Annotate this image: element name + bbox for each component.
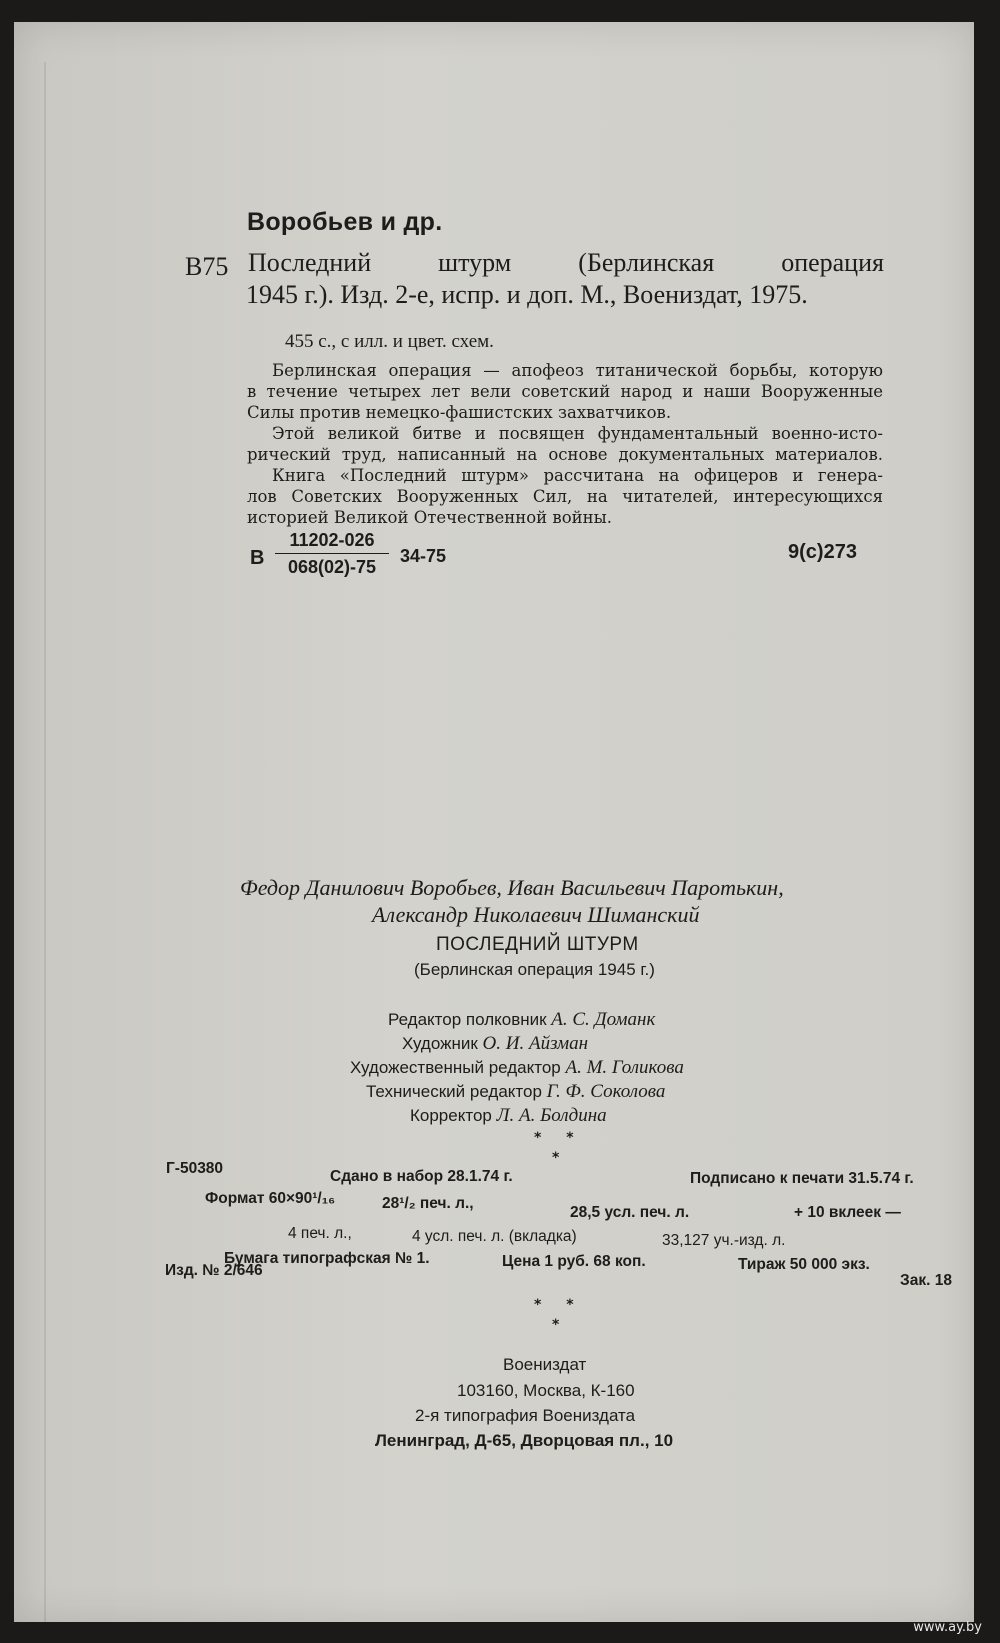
title-word: (Берлинская — [578, 248, 715, 277]
authors-line-1: Федор Данилович Воробьев, Иван Васильевич Паротькин, — [240, 875, 784, 900]
imprint-row3b: 4 усл. печ. л. (вкладка) — [412, 1228, 577, 1245]
catalog-pages: 455 с., с илл. и цвет. схем. — [285, 331, 494, 352]
book-subtitle: (Берлинская операция 1945 г.) — [414, 960, 655, 979]
credit-role: Корректор — [410, 1106, 492, 1125]
credit-role: Редактор полковник — [388, 1010, 547, 1029]
imprint-order: Зак. 18 — [900, 1272, 952, 1289]
credit-person: А. М. Голикова — [565, 1057, 684, 1078]
imprint-paper: Бумага типографская № 1. — [224, 1250, 430, 1267]
asterism-bottom: * — [552, 1150, 560, 1166]
imprint-sheets: 28¹/₂ печ. л., — [382, 1195, 474, 1212]
annotation-line: Берлинская операция — апофеоз титанической борьбы, которую — [272, 361, 883, 380]
catalog-annotation — [247, 360, 883, 528]
index-letter: В — [250, 547, 265, 569]
annotation-line: рический труд, написанный на основе документальных материалов. — [247, 445, 883, 464]
credit-row — [350, 1032, 770, 1056]
annotation-line: историей Великой Отечественной войны. — [247, 508, 613, 527]
index-fraction — [275, 530, 389, 578]
page-fold-shadow — [44, 62, 46, 1622]
title-word: операция — [781, 248, 884, 277]
printer-address: Ленинград, Д-65, Дворцовая пл., 10 — [375, 1431, 674, 1450]
annotation-line: Силы против немецко-фашистских захватчиков. — [247, 403, 672, 422]
credit-row — [350, 1080, 770, 1104]
watermark: www.ay.by — [913, 1620, 982, 1635]
imprint-format: Формат 60×90¹/₁₆ — [205, 1190, 336, 1207]
title-word: Последний — [248, 248, 372, 277]
imprint-print-run: Тираж 50 000 экз. — [738, 1256, 870, 1273]
credit-row — [350, 1056, 770, 1080]
credit-row — [350, 1008, 770, 1032]
imprint-g-code: Г-50380 — [166, 1160, 224, 1177]
catalog-title-line-2: 1945 г.). Изд. 2-е, испр. и доп. М., Воениздат, 1975. — [246, 280, 808, 309]
credit-role: Технический редактор — [366, 1082, 542, 1101]
authors-line-2: Александр Николаевич Шиманский — [372, 902, 700, 927]
title-word: штурм — [438, 248, 512, 277]
imprint-sent: Сдано в набор 28.1.74 г. — [330, 1168, 513, 1185]
catalog-title-line-1 — [248, 248, 884, 278]
imprint-izd: Изд. № 2/646 — [165, 1262, 263, 1279]
asterism-top: * * — [534, 1130, 584, 1146]
credit-person: О. И. Айзман — [482, 1033, 589, 1054]
annotation-line: лов Советских Вооруженных Сил, на читателей, интересующихся — [247, 487, 883, 506]
credit-person: А. С. Доманк — [551, 1009, 656, 1030]
credit-role: Художник — [402, 1034, 478, 1053]
asterism-bottom-2: * — [552, 1317, 560, 1333]
asterism-top-2: * * — [534, 1297, 584, 1313]
classification-code: 9(с)273 — [788, 541, 857, 563]
credit-person: Л. А. Болдина — [496, 1105, 607, 1126]
catalog-code: В75 — [185, 252, 229, 281]
index-suffix: 34-75 — [400, 546, 447, 566]
annotation-line: Этой великой битве и посвящен фундаментальный военно-исто- — [272, 424, 883, 443]
imprint-row3a: 4 печ. л., — [288, 1225, 352, 1242]
annotation-line: в течение четырех лет вели советский народ и наши Вооруженные — [247, 382, 883, 401]
imprint-signed: Подписано к печати 31.5.74 г. — [690, 1170, 914, 1187]
imprint-price: Цена 1 руб. 68 коп. — [502, 1253, 646, 1270]
imprint-row3c: 33,127 уч.-изд. л. — [662, 1232, 786, 1249]
publisher-name: Воениздат — [503, 1355, 587, 1374]
credit-role: Художественный редактор — [350, 1058, 561, 1077]
credits-list — [350, 1008, 770, 1128]
publisher-address: 103160, Москва, К-160 — [457, 1381, 635, 1400]
imprint-inserts: + 10 вклеек — — [794, 1204, 901, 1221]
catalog-author: Воробьев и др. — [247, 208, 443, 236]
index-denominator: 068(02)-75 — [287, 557, 377, 577]
annotation-line: Книга «Последний штурм» рассчитана на офицеров и генера- — [272, 466, 883, 485]
imprint-usl: 28,5 усл. печ. л. — [570, 1204, 690, 1221]
printer-name: 2-я типография Воениздата — [415, 1406, 636, 1425]
book-title: ПОСЛЕДНИЙ ШТУРМ — [436, 934, 639, 955]
credit-person: Г. Ф. Соколова — [546, 1081, 666, 1102]
credit-row — [350, 1104, 770, 1128]
index-numerator: 11202-026 — [275, 530, 389, 554]
